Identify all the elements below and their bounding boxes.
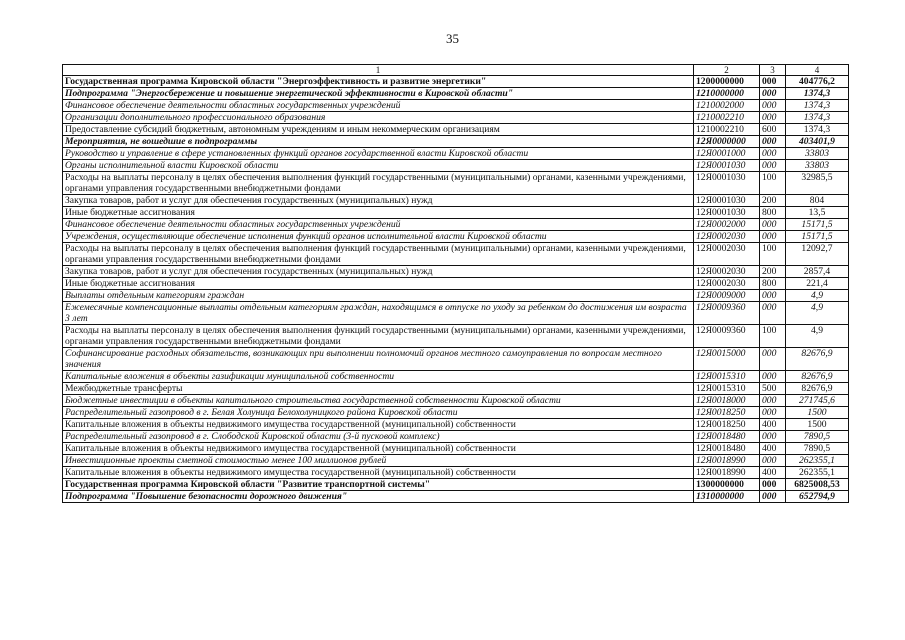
row-code-cell: 1210002000 — [694, 100, 760, 112]
row-kvr-cell: 000 — [760, 112, 786, 124]
row-kvr-cell: 000 — [760, 160, 786, 172]
table-row — [63, 148, 849, 160]
row-name-cell: Финансовое обеспечение деятельности областных государственных учреждений — [63, 219, 694, 231]
row-name-cell: Софинансирование расходных обязательств, возникающих при выполнении полномочий органов местного самоуправления по вопросам местного значения — [63, 348, 694, 371]
table-row — [63, 278, 849, 290]
row-code-cell: 12Я0002030 — [694, 243, 760, 266]
row-code-cell: 12Я0002030 — [694, 266, 760, 278]
row-sum-cell: 7890,5 — [786, 431, 849, 443]
table-row — [63, 76, 849, 88]
row-name-cell: Иные бюджетные ассигнования — [63, 207, 694, 219]
row-kvr-cell: 000 — [760, 231, 786, 243]
row-sum-cell: 652794,9 — [786, 491, 849, 503]
column-header-sum: 4 — [786, 65, 849, 76]
row-name-cell: Инвестиционные проекты сметной стоимостью менее 100 миллионов рублей — [63, 455, 694, 467]
row-code-cell: 12Я0018480 — [694, 431, 760, 443]
row-code-cell: 12Я0009360 — [694, 302, 760, 325]
table-row — [63, 243, 849, 266]
row-code-cell: 12Я0000000 — [694, 136, 760, 148]
row-sum-cell: 1500 — [786, 407, 849, 419]
column-header-code: 2 — [694, 65, 760, 76]
row-name-cell: Расходы на выплаты персоналу в целях обеспечения выполнения функций государственными (муниципальными) органами, казенными учреждениями, органами управления государственными внебюджетными фондами — [63, 325, 694, 348]
table-row — [63, 407, 849, 419]
row-kvr-cell: 000 — [760, 100, 786, 112]
row-code-cell: 12Я0002030 — [694, 278, 760, 290]
row-code-cell: 12Я0009360 — [694, 325, 760, 348]
row-kvr-cell: 400 — [760, 443, 786, 455]
row-name-cell: Закупка товаров, работ и услуг для обеспечения государственных (муниципальных) нужд — [63, 266, 694, 278]
row-kvr-cell: 000 — [760, 76, 786, 88]
row-sum-cell: 7890,5 — [786, 443, 849, 455]
row-code-cell: 12Я0002000 — [694, 219, 760, 231]
row-sum-cell: 82676,9 — [786, 371, 849, 383]
row-name-cell: Финансовое обеспечение деятельности областных государственных учреждений — [63, 100, 694, 112]
row-name-cell: Распределительный газопровод в г. Слободской Кировской области (3-й пусковой комплекс) — [63, 431, 694, 443]
row-code-cell: 12Я0018990 — [694, 455, 760, 467]
row-sum-cell: 262355,1 — [786, 455, 849, 467]
row-kvr-cell: 000 — [760, 371, 786, 383]
row-sum-cell: 15171,5 — [786, 231, 849, 243]
row-kvr-cell: 100 — [760, 325, 786, 348]
row-code-cell: 12Я0018000 — [694, 395, 760, 407]
row-kvr-cell: 400 — [760, 419, 786, 431]
row-code-cell: 12Я0001030 — [694, 160, 760, 172]
row-kvr-cell: 000 — [760, 302, 786, 325]
table-row — [63, 395, 849, 407]
row-name-cell: Капитальные вложения в объекты газификации муниципальной собственности — [63, 371, 694, 383]
row-code-cell: 1200000000 — [694, 76, 760, 88]
table-row — [63, 231, 849, 243]
row-kvr-cell: 000 — [760, 148, 786, 160]
budget-table — [62, 64, 849, 503]
table-row — [63, 266, 849, 278]
row-name-cell: Закупка товаров, работ и услуг для обеспечения государственных (муниципальных) нужд — [63, 195, 694, 207]
row-name-cell: Выплаты отдельным категориям граждан — [63, 290, 694, 302]
page-number: 35 — [446, 31, 459, 46]
row-sum-cell: 403401,9 — [786, 136, 849, 148]
row-kvr-cell: 800 — [760, 278, 786, 290]
row-code-cell: 12Я0015310 — [694, 383, 760, 395]
row-name-cell: Государственная программа Кировской области "Развитие транспортной системы" — [63, 479, 694, 491]
row-code-cell: 12Я0018250 — [694, 419, 760, 431]
table-row — [63, 136, 849, 148]
row-kvr-cell: 000 — [760, 407, 786, 419]
row-sum-cell: 1374,3 — [786, 124, 849, 136]
row-sum-cell: 1500 — [786, 419, 849, 431]
table-row — [63, 219, 849, 231]
row-name-cell: Капитальные вложения в объекты недвижимого имущества государственной (муниципальной) собственности — [63, 443, 694, 455]
row-name-cell: Организации дополнительного профессионального образования — [63, 112, 694, 124]
row-sum-cell: 1374,3 — [786, 112, 849, 124]
row-name-cell: Государственная программа Кировской области "Энергоэффективность и развитие энергетики" — [63, 76, 694, 88]
row-kvr-cell: 500 — [760, 383, 786, 395]
row-name-cell: Учреждения, осуществляющие обеспечение исполнения функций органов исполнительной власти Кировской области — [63, 231, 694, 243]
row-sum-cell: 15171,5 — [786, 219, 849, 231]
row-sum-cell: 4,9 — [786, 290, 849, 302]
row-kvr-cell: 000 — [760, 491, 786, 503]
row-code-cell: 12Я0002030 — [694, 231, 760, 243]
table-row — [63, 383, 849, 395]
row-sum-cell: 33803 — [786, 148, 849, 160]
row-code-cell: 1210002210 — [694, 124, 760, 136]
table-row — [63, 290, 849, 302]
row-code-cell: 12Я0001000 — [694, 148, 760, 160]
table-row — [63, 419, 849, 431]
row-name-cell: Подпрограмма "Повышение безопасности дорожного движения" — [63, 491, 694, 503]
row-name-cell: Предоставление субсидий бюджетным, автономным учреждениям и иным некоммерческим организациям — [63, 124, 694, 136]
row-name-cell: Капитальные вложения в объекты недвижимого имущества государственной (муниципальной) собственности — [63, 419, 694, 431]
table-header-row — [63, 65, 849, 76]
row-name-cell: Иные бюджетные ассигнования — [63, 278, 694, 290]
table-row — [63, 302, 849, 325]
table-row — [63, 371, 849, 383]
table-row — [63, 207, 849, 219]
row-kvr-cell: 000 — [760, 290, 786, 302]
row-sum-cell: 82676,9 — [786, 348, 849, 371]
row-sum-cell: 12092,7 — [786, 243, 849, 266]
table-row — [63, 491, 849, 503]
row-sum-cell: 82676,9 — [786, 383, 849, 395]
table-row — [63, 112, 849, 124]
table-row — [63, 443, 849, 455]
row-name-cell: Ежемесячные компенсационные выплаты отдельным категориям граждан, находящимся в отпуске по уходу за ребенком до достижения им возраста 3 лет — [63, 302, 694, 325]
column-header-kvr: 3 — [760, 65, 786, 76]
row-code-cell: 12Я0015000 — [694, 348, 760, 371]
row-name-cell: Расходы на выплаты персоналу в целях обеспечения выполнения функций государственными (муниципальными) органами, казенными учреждениями, органами управления государственными внебюджетными фондами — [63, 172, 694, 195]
row-sum-cell: 4,9 — [786, 302, 849, 325]
row-kvr-cell: 100 — [760, 172, 786, 195]
row-name-cell: Мероприятия, не вошедшие в подпрограммы — [63, 136, 694, 148]
row-kvr-cell: 000 — [760, 219, 786, 231]
table-row — [63, 348, 849, 371]
row-sum-cell: 4,9 — [786, 325, 849, 348]
row-kvr-cell: 400 — [760, 467, 786, 479]
row-kvr-cell: 000 — [760, 136, 786, 148]
row-kvr-cell: 800 — [760, 207, 786, 219]
table-row — [63, 124, 849, 136]
row-sum-cell: 262355,1 — [786, 467, 849, 479]
table-row — [63, 455, 849, 467]
row-sum-cell: 32985,5 — [786, 172, 849, 195]
row-name-cell: Капитальные вложения в объекты недвижимого имущества государственной (муниципальной) собственности — [63, 467, 694, 479]
row-sum-cell: 221,4 — [786, 278, 849, 290]
row-kvr-cell: 200 — [760, 266, 786, 278]
row-code-cell: 12Я0001030 — [694, 207, 760, 219]
row-sum-cell: 13,5 — [786, 207, 849, 219]
row-code-cell: 1210000000 — [694, 88, 760, 100]
row-code-cell: 1300000000 — [694, 479, 760, 491]
row-code-cell: 1310000000 — [694, 491, 760, 503]
row-name-cell: Руководство и управление в сфере установленных функций органов государственной власти Кировской области — [63, 148, 694, 160]
row-code-cell: 12Я0001030 — [694, 195, 760, 207]
row-sum-cell: 1374,3 — [786, 100, 849, 112]
row-kvr-cell: 000 — [760, 479, 786, 491]
table-row — [63, 100, 849, 112]
row-code-cell: 12Я0018250 — [694, 407, 760, 419]
row-code-cell: 12Я0015310 — [694, 371, 760, 383]
row-code-cell: 12Я0009000 — [694, 290, 760, 302]
table-row — [63, 88, 849, 100]
table-row — [63, 325, 849, 348]
table-row — [63, 479, 849, 491]
table-row — [63, 467, 849, 479]
row-kvr-cell: 000 — [760, 455, 786, 467]
row-kvr-cell: 100 — [760, 243, 786, 266]
row-sum-cell: 6825008,53 — [786, 479, 849, 491]
row-name-cell: Межбюджетные трансферты — [63, 383, 694, 395]
row-kvr-cell: 600 — [760, 124, 786, 136]
row-code-cell: 12Я0001030 — [694, 172, 760, 195]
row-kvr-cell: 000 — [760, 431, 786, 443]
row-kvr-cell: 000 — [760, 348, 786, 371]
row-kvr-cell: 200 — [760, 195, 786, 207]
row-name-cell: Распределительный газопровод в г. Белая Холуница Белохолуницкого района Кировской области — [63, 407, 694, 419]
row-sum-cell: 2857,4 — [786, 266, 849, 278]
table-row — [63, 195, 849, 207]
row-kvr-cell: 000 — [760, 88, 786, 100]
row-sum-cell: 33803 — [786, 160, 849, 172]
table-row — [63, 431, 849, 443]
row-sum-cell: 804 — [786, 195, 849, 207]
row-name-cell: Бюджетные инвестиции в объекты капитального строительства государственной собственности Кировской области — [63, 395, 694, 407]
row-code-cell: 1210002210 — [694, 112, 760, 124]
row-code-cell: 12Я0018990 — [694, 467, 760, 479]
row-name-cell: Расходы на выплаты персоналу в целях обеспечения выполнения функций государственными (муниципальными) органами, казенными учреждениями, органами управления государственными внебюджетными фондами — [63, 243, 694, 266]
row-sum-cell: 1374,3 — [786, 88, 849, 100]
row-name-cell: Подпрограмма "Энергосбережение и повышение энергетической эффективности в Кировской области" — [63, 88, 694, 100]
row-code-cell: 12Я0018480 — [694, 443, 760, 455]
row-name-cell: Органы исполнительной власти Кировской области — [63, 160, 694, 172]
table-row — [63, 172, 849, 195]
column-header-name: 1 — [63, 65, 694, 76]
row-kvr-cell: 000 — [760, 395, 786, 407]
table-row — [63, 160, 849, 172]
row-sum-cell: 271745,6 — [786, 395, 849, 407]
row-sum-cell: 404776,2 — [786, 76, 849, 88]
